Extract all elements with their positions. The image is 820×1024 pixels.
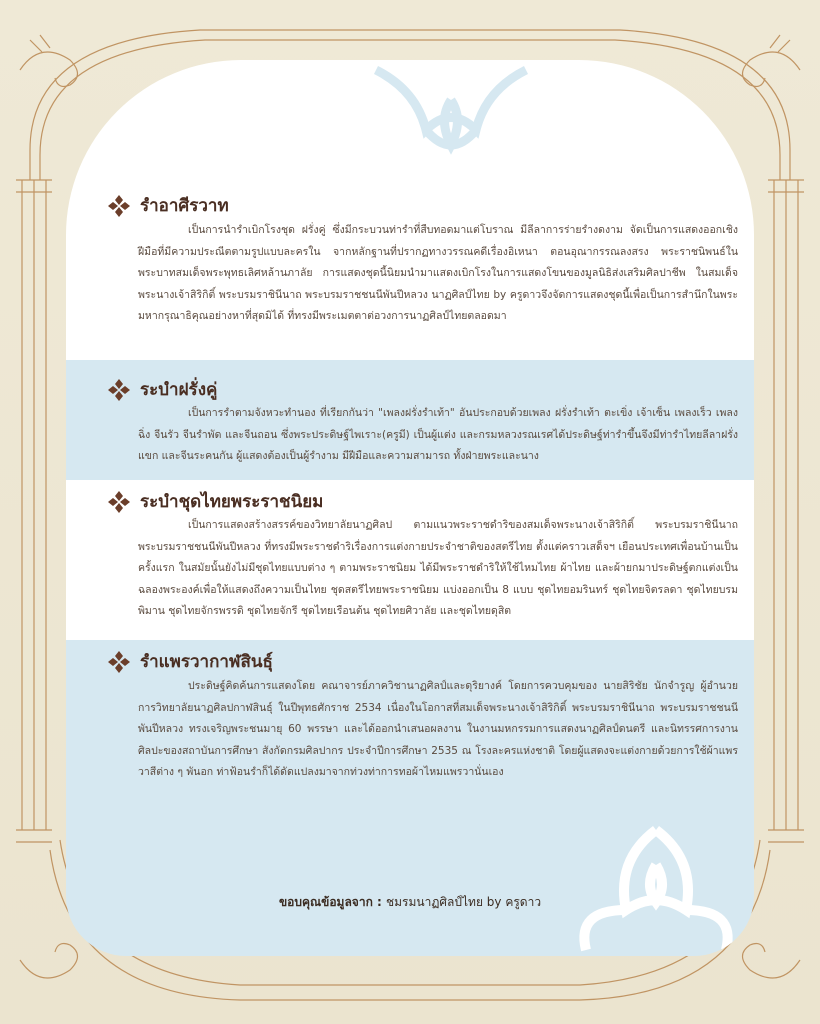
section-3-body: เป็นการแสดงสร้างสรรค์ของวิทยาลัยนาฏศิลป ตามแนวพระราชดำริของสมเด็จพระนางเจ้าสิริกิติ์ พระบรมราชินีนาถ พระบรมราชชนนีพันปีหลวง ที่ทรงมีพระราชดำริเรื่องการแต่งกายประจำชาติของสตรีไทย ตั้งแต่คราวเสด็จฯ เยือนประเทศเพื่อนบ้านเป็นครั้งแรก ในสมัยนั้นยังไม่มีชุดไทยแบบต่าง ๆ ตามพระราชนิยม ได้มีพระราชดำริให้ใช้ไหมไทย ผ้าไทย และผ้ายกมาประดิษฐ์ตกแต่งเป็นฉลองพระองค์เพื่อให้แสดงถึงความเป็นไทย ชุดสตรีไทยพระราชนิยม แบ่งออกเป็น 8 แบบ ชุดไทยอมรินทร์ ชุดไทยจิตรลดา ชุดไทยบรมพิมาน ชุดไทยจักรพรรดิ ชุดไทยจักรี ชุดไทยเรือนต้น ชุดไทยศิวาลัย และชุดไทยดุสิต <box>138 519 738 618</box>
diamond-bullet-icon <box>108 651 130 673</box>
credit-source: ชมรมนาฏศิลป์ไทย by ครูดาว <box>386 895 542 909</box>
thai-ornament-top <box>356 60 546 170</box>
section-4-heading <box>108 648 273 675</box>
section-1-heading <box>108 192 229 219</box>
credit-label: ขอบคุณข้อมูลจาก : <box>278 895 386 909</box>
credit-line <box>66 893 754 912</box>
thai-ornament-bottom <box>546 820 754 956</box>
diamond-bullet-icon <box>108 195 130 217</box>
section-4-title: รำแพรวากาฬสินธุ์ <box>140 652 273 672</box>
diamond-bullet-icon <box>108 491 130 513</box>
section-3-title: ระบำชุดไทยพระราชนิยม <box>140 492 324 512</box>
section-2-heading <box>108 376 217 403</box>
section-3-heading <box>108 488 323 515</box>
section-2-body: เป็นการรำตามจังหวะทำนอง ที่เรียกกันว่า "เพลงฝรั่งรำเท้า" อันประกอบด้วยเพลง ฝรั่งรำเท้า ตะเขิ่ง เจ้าเซ็น เพลงเร็ว เพลงฉิ่ง จีนรัว จีนรำพัด และจีนถอน ซึ่งพระประดิษฐ์ไพเราะ(ครูมี) เป็นผู้แต่ง และกรมหลวงรณเรศได้ประดิษฐ์ท่ารำขึ้นจึงมีท่ารำไทยลีลาฝรั่ง แขก และจีนระคนกัน ผู้แสดงต้องเป็นผู้รำงาม มีฝีมือและความสามารถ ทั้งฝ่ายพระและนาง <box>138 407 738 463</box>
section-2-title: ระบำฝรั่งคู่ <box>140 380 218 400</box>
diamond-bullet-icon <box>108 379 130 401</box>
section-4-body: ประดิษฐ์คิดค้นการแสดงโดย คณาจารย์ภาควิชานาฏศิลป์และดุริยางค์ โดยการควบคุมของ นายสิริชัย นักจำรูญ ผู้อำนวยการวิทยาลัยนาฏศิลปกาฬสินธุ์ ในปีพุทธศักราช 2534 เนื่องในโอกาสที่สมเด็จพระนางเจ้าสิริกิติ์ พระบรมราชินีนาถ พระบรมราชชนนีพันปีหลวง ทรงเจริญพระชนมายุ 60 พรรษา และได้ออกนำเสนอผลงาน ในงานมหกรรมการแสดงนาฏศิลป์ดนตรี และนิทรรศการงานศิลปะของสถาบันการศึกษา สังกัดกรมศิลปากร ประจำปีการศึกษา 2535 ณ โรงละครแห่งชาติ โดยผู้แสดงจะแต่งกายด้วยการใช้ผ้าแพรวาสีต่าง ๆ พันอก ท่าฟ้อนรำก็ได้ดัดแปลงมาจากท่วงท่าการทอผ้าไหมแพรวานั่นเอง <box>138 680 738 779</box>
content-panel <box>66 60 754 956</box>
section-1-title: รำอาศีรวาท <box>140 196 229 216</box>
section-1-body: เป็นการนำรำเบิกโรงชุด ฝรั่งคู่ ซึ่งมีกระบวนท่ารำที่สืบทอดมาแต่โบราณ มีลีลาการร่ายรำงดงาม จัดเป็นการแสดงออกเชิงฝีมือที่มีความประณีตตามรูปแบบละครใน จากหลักฐานที่ปรากฏทางวรรณคดีเรื่องอิเหนา ตอนอุณากรรณลงสรง พระราชนิพนธ์ในพระบาทสมเด็จพระพุทธเลิศหล้านภาลัย การแสดงชุดนี้นิยมนำมาแสดงเบิกโรงในการแสดงโขนของมูลนิธิส่งเสริมศิลปาชีพ ในสมเด็จพระนางเจ้าสิริกิติ์ พระบรมราชินีนาถ พระบรมราชชนนีพันปีหลวง นาฏศิลป์ไทย by ครูดาวจึงจัดการแสดงชุดนี้เพื่อเป็นการสำนึกในพระมหากรุณาธิคุณอย่างหาที่สุดมิได้ ที่ทรงมีพระเมตตาต่อวงการนาฏศิลป์ไทยตลอดมา <box>138 224 738 323</box>
